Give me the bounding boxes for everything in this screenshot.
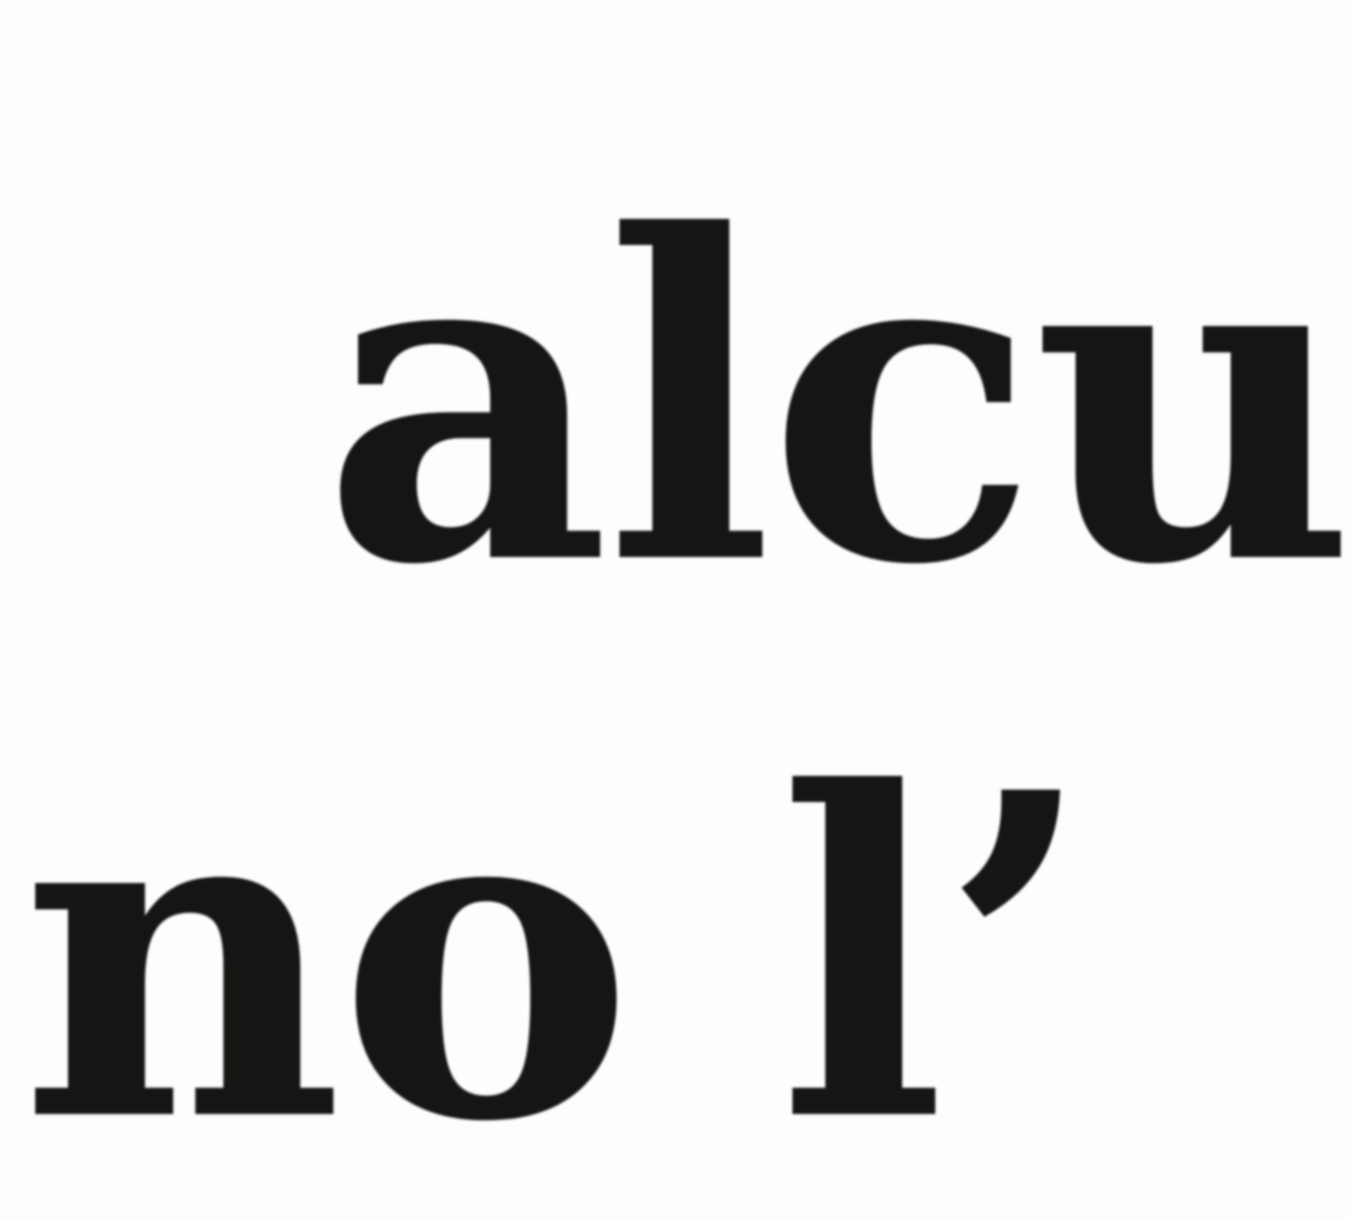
text-line-2: no l’ — [20, 696, 1090, 1219]
text-line-1: alcu — [322, 139, 1350, 662]
